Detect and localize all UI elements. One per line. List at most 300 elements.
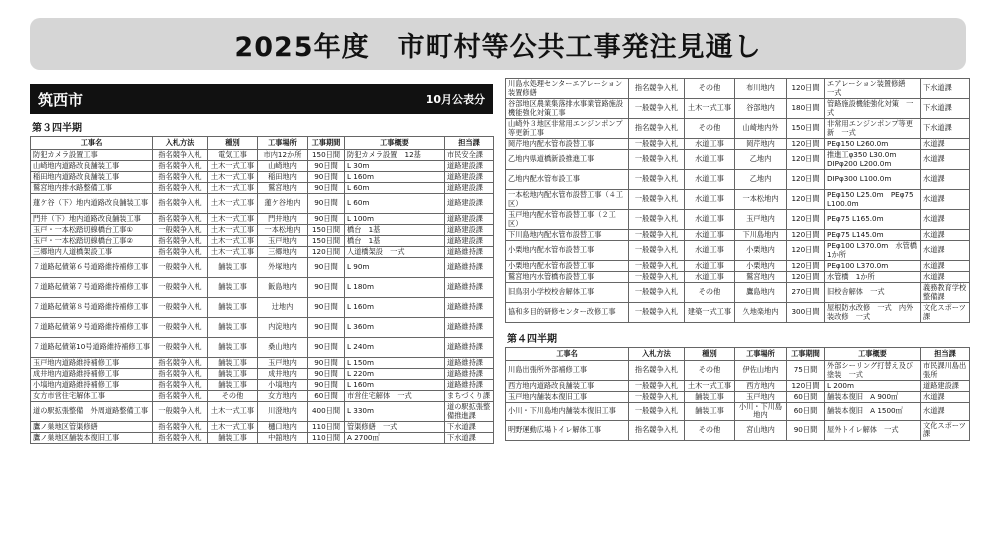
cell-location: 布川地内 <box>735 79 787 99</box>
cell-department: 文化スポーツ課 <box>921 420 970 440</box>
cell-category: 水道工事 <box>685 170 735 190</box>
cell-project-name: ７道路起債第９号道路維持補修工事 <box>31 318 153 338</box>
cell-location: 伊佐山地内 <box>735 361 787 381</box>
cell-location: 中舘地内 <box>258 433 308 444</box>
cell-summary: L 60m <box>345 194 445 214</box>
column-header-location: 工事場所 <box>258 137 308 150</box>
cell-location: 外塚地内 <box>258 258 308 278</box>
cell-department: まちづくり課 <box>445 391 494 402</box>
cell-bid-method: 一般競争入札 <box>629 272 685 283</box>
cell-project-name: 玉戸地内道路維持補修工事 <box>31 358 153 369</box>
cell-department: 下水道課 <box>445 433 494 444</box>
table-row <box>31 391 494 402</box>
cell-bid-method: 一般競争入札 <box>629 230 685 241</box>
table-row <box>31 194 494 214</box>
cell-location: 玉戸地内 <box>735 210 787 230</box>
column-header-summary: 工事概要 <box>345 137 445 150</box>
cell-category: 水道工事 <box>685 272 735 283</box>
q4-header <box>506 348 970 361</box>
column-header-category: 種別 <box>208 137 258 150</box>
cell-category: 土木一式工事 <box>208 183 258 194</box>
cell-project-name: 防犯カメラ設置工事 <box>31 150 153 161</box>
cell-bid-method: 一般競争入札 <box>629 241 685 261</box>
table-row <box>31 298 494 318</box>
cell-summary: PEφ100 L370.0m 水管橋 1か所 <box>825 241 921 261</box>
cell-project-name: 川島水処理センターエアレーション装置修繕 <box>506 79 629 99</box>
cell-department: 道路建設課 <box>445 225 494 236</box>
cell-location: 川澄地内 <box>258 402 308 422</box>
cell-project-name: 鷹ノ巣地区管渠修繕 <box>31 422 153 433</box>
cell-duration: 60日間 <box>787 392 825 403</box>
cell-duration: 110日間 <box>308 422 345 433</box>
cell-summary: PEφ100 L370.0m <box>825 261 921 272</box>
cell-project-name: 玉戸・一本松踏切線橋台工事① <box>31 225 153 236</box>
table-row <box>506 79 970 99</box>
cell-category: 水道工事 <box>685 190 735 210</box>
cell-category: 土木一式工事 <box>208 236 258 247</box>
cell-bid-method: 一般競争入札 <box>629 170 685 190</box>
cell-location: 三郷地内 <box>258 247 308 258</box>
cell-department: 道路維持課 <box>445 318 494 338</box>
cell-location: 桑山地内 <box>258 338 308 358</box>
cell-department: 道路建設課 <box>921 381 970 392</box>
cell-project-name: 鷲宮地内水管橋布設替工事 <box>506 272 629 283</box>
cell-project-name: 女方市営住宅解体工事 <box>31 391 153 402</box>
cell-bid-method: 指名競争入札 <box>629 79 685 99</box>
cell-bid-method: 指名競争入札 <box>153 391 208 402</box>
cell-summary: 舗装本復旧 A 900㎡ <box>825 392 921 403</box>
cell-summary: エアレーション装置修繕 一式 <box>825 79 921 99</box>
cell-category: 舗装工事 <box>208 318 258 338</box>
cell-department: 下水道課 <box>921 79 970 99</box>
cell-project-name: 山崎地内道路改良舗装工事 <box>31 161 153 172</box>
cell-bid-method: 一般競争入札 <box>629 283 685 303</box>
cell-department: 道路建設課 <box>445 236 494 247</box>
cell-category: 土木一式工事 <box>685 381 735 392</box>
cell-project-name: 小川・下川島地内舗装本復旧工事 <box>506 403 629 421</box>
cell-duration: 90日間 <box>787 420 825 440</box>
column-header-duration: 工事期間 <box>787 348 825 361</box>
cell-duration: 120日間 <box>787 261 825 272</box>
cell-category: 水道工事 <box>685 139 735 150</box>
cell-category: 土木一式工事 <box>208 172 258 183</box>
cell-location: 辻地内 <box>258 298 308 318</box>
cell-department: 水道課 <box>921 139 970 150</box>
cell-duration: 120日間 <box>787 139 825 150</box>
table-row <box>31 358 494 369</box>
cell-duration: 120日間 <box>787 381 825 392</box>
q3-left-header <box>31 137 494 150</box>
cell-department: 水道課 <box>921 170 970 190</box>
table-header-row <box>31 137 494 150</box>
q4-table <box>505 347 970 441</box>
cell-duration: 120日間 <box>787 230 825 241</box>
table-row <box>31 278 494 298</box>
cell-bid-method: 一般競争入札 <box>629 261 685 272</box>
cell-duration: 300日間 <box>787 303 825 323</box>
cell-duration: 270日間 <box>787 283 825 303</box>
cell-bid-method: 指名競争入札 <box>153 247 208 258</box>
cell-category: その他 <box>208 391 258 402</box>
cell-summary: L 180m <box>345 278 445 298</box>
cell-category: その他 <box>685 79 735 99</box>
table-row <box>506 170 970 190</box>
cell-category: 舗装工事 <box>685 392 735 403</box>
cell-bid-method: 一般競争入札 <box>629 303 685 323</box>
cell-summary: PEφ75 L145.0m <box>825 230 921 241</box>
cell-location: 樋口地内 <box>258 422 308 433</box>
cell-department: 水道課 <box>921 403 970 421</box>
q3-table-right <box>505 78 970 323</box>
cell-duration: 120日間 <box>787 150 825 170</box>
cell-project-name: 明野運動広場トイレ解体工事 <box>506 420 629 440</box>
cell-summary: PEφ150 L260.0m <box>825 139 921 150</box>
cell-department: 道路建設課 <box>445 172 494 183</box>
cell-category: 土木一式工事 <box>208 161 258 172</box>
cell-project-name: 小栗地内配水管布設替工事 <box>506 241 629 261</box>
cell-bid-method: 一般競争入札 <box>629 139 685 150</box>
cell-bid-method: 一般競争入札 <box>153 338 208 358</box>
cell-summary: L 330m <box>345 402 445 422</box>
cell-category: 土木一式工事 <box>685 99 735 119</box>
cell-bid-method: 指名競争入札 <box>153 172 208 183</box>
cell-location: 西方地内 <box>735 381 787 392</box>
cell-summary: L 360m <box>345 318 445 338</box>
cell-location: 小栗地内 <box>735 261 787 272</box>
cell-project-name: 小塙地内道路維持補修工事 <box>31 380 153 391</box>
cell-duration: 90日間 <box>308 161 345 172</box>
cell-project-name: 乙地内配水管布設工事 <box>506 170 629 190</box>
cell-summary: 非常用エンジンポンプ等更新 一式 <box>825 119 921 139</box>
cell-project-name: 山崎外３地区非常用エンジンポンプ等更新工事 <box>506 119 629 139</box>
cell-project-name: 鷲宮地内排水路整備工事 <box>31 183 153 194</box>
q3-right-body <box>506 79 970 323</box>
table-row <box>506 272 970 283</box>
cell-summary: 橋台 1基 <box>345 236 445 247</box>
cell-location: 内淀地内 <box>258 318 308 338</box>
cell-project-name: 乙地内県道橋新設推進工事 <box>506 150 629 170</box>
table-row <box>506 150 970 170</box>
cell-summary: 管路施設機能強化対策 一式 <box>825 99 921 119</box>
cell-bid-method: 指名競争入札 <box>153 369 208 380</box>
q3-left-body <box>31 150 494 444</box>
cell-project-name: ７道路起債第８号道路維持補修工事 <box>31 298 153 318</box>
cell-duration: 90日間 <box>308 380 345 391</box>
table-row <box>506 403 970 421</box>
cell-location: 一本松地内 <box>735 190 787 210</box>
cell-duration: 90日間 <box>308 194 345 214</box>
announce-label: 10月公表分 <box>425 93 485 106</box>
cell-project-name: ７道路起債第６号道路維持補修工事 <box>31 258 153 278</box>
page-title: 2025年度 市町村等公共工事発注見通し <box>234 31 762 63</box>
cell-department: 水道課 <box>921 230 970 241</box>
cell-bid-method: 指名競争入札 <box>153 358 208 369</box>
cell-duration: 75日間 <box>787 361 825 381</box>
cell-department: 下水道課 <box>921 119 970 139</box>
cell-location: 岡芹地内 <box>735 139 787 150</box>
cell-location: 乙地内 <box>735 150 787 170</box>
cell-category: 舗装工事 <box>208 278 258 298</box>
cell-location: 小栗地内 <box>735 241 787 261</box>
cell-summary: L 150m <box>345 358 445 369</box>
table-row <box>506 241 970 261</box>
cell-department: 道路維持課 <box>445 298 494 318</box>
cell-category: 土木一式工事 <box>208 225 258 236</box>
cell-bid-method: 指名競争入札 <box>153 183 208 194</box>
cell-duration: 60日間 <box>787 403 825 421</box>
cell-bid-method: 一般競争入札 <box>153 402 208 422</box>
cell-duration: 120日間 <box>787 210 825 230</box>
cell-category: その他 <box>685 283 735 303</box>
cell-project-name: 玉戸地内配水管布設替工事（２工区） <box>506 210 629 230</box>
cell-summary: L 160m <box>345 298 445 318</box>
cell-department: 道路建設課 <box>445 183 494 194</box>
left-column <box>30 78 493 444</box>
table-row <box>31 369 494 380</box>
cell-summary: PEφ75 L165.0m <box>825 210 921 230</box>
column-header-category: 種別 <box>685 348 735 361</box>
column-header-summary: 工事概要 <box>825 348 921 361</box>
cell-category: 水道工事 <box>685 230 735 241</box>
cell-project-name: 谷部地区農業集落排水事業管路施設機能強化対策工事 <box>506 99 629 119</box>
cell-duration: 120日間 <box>787 190 825 210</box>
cell-location: 小塙地内 <box>258 380 308 391</box>
cell-project-name: ７道路起債第７号道路維持補修工事 <box>31 278 153 298</box>
column-header-project-name: 工事名 <box>31 137 153 150</box>
table-row <box>506 381 970 392</box>
cell-project-name: 西方地内道路改良舗装工事 <box>506 381 629 392</box>
cell-location: 市内12か所 <box>258 150 308 161</box>
cell-summary: 旧校舎解体 一式 <box>825 283 921 303</box>
cell-bid-method: 指名競争入札 <box>629 361 685 381</box>
table-row <box>506 190 970 210</box>
column-header-location: 工事場所 <box>735 348 787 361</box>
cell-duration: 120日間 <box>787 272 825 283</box>
cell-bid-method: 指名競争入札 <box>153 380 208 391</box>
cell-duration: 90日間 <box>308 278 345 298</box>
cell-summary: 推進工φ350 L30.0m DIPφ200 L200.0m <box>825 150 921 170</box>
column-header-project-name: 工事名 <box>506 348 629 361</box>
table-row <box>31 258 494 278</box>
cell-category: 水道工事 <box>685 210 735 230</box>
cell-department: 下水道課 <box>921 99 970 119</box>
cell-bid-method: 一般競争入札 <box>153 298 208 318</box>
cell-category: 土木一式工事 <box>208 402 258 422</box>
cell-category: 土木一式工事 <box>208 247 258 258</box>
cell-category: 舗装工事 <box>208 358 258 369</box>
cell-department: 道路維持課 <box>445 369 494 380</box>
cell-department: 道路維持課 <box>445 278 494 298</box>
cell-project-name: 稲田地内道路改良舗装工事 <box>31 172 153 183</box>
cell-location: 谷部地内 <box>735 99 787 119</box>
cell-department: 道路維持課 <box>445 338 494 358</box>
table-header-row <box>506 348 970 361</box>
cell-location: 鷹島地内 <box>735 283 787 303</box>
table-row <box>31 247 494 258</box>
cell-summary: 管渠修繕 一式 <box>345 422 445 433</box>
cell-bid-method: 一般競争入札 <box>629 210 685 230</box>
cell-project-name: 成井地内道路維持補修工事 <box>31 369 153 380</box>
cell-duration: 90日間 <box>308 318 345 338</box>
cell-category: 土木一式工事 <box>208 194 258 214</box>
cell-category: 土木一式工事 <box>208 214 258 225</box>
cell-department: 水道課 <box>921 190 970 210</box>
table-row <box>31 236 494 247</box>
cell-location: 乙地内 <box>735 170 787 190</box>
cell-summary: L 240m <box>345 338 445 358</box>
cell-bid-method: 一般競争入札 <box>629 99 685 119</box>
cell-summary: A 2700㎡ <box>345 433 445 444</box>
cell-location: 山崎地内 <box>258 161 308 172</box>
cell-department: 水道課 <box>921 150 970 170</box>
cell-bid-method: 指名競争入札 <box>153 194 208 214</box>
cell-category: 建築一式工事 <box>685 303 735 323</box>
cell-category: 舗装工事 <box>208 433 258 444</box>
cell-project-name: 蓮ケ谷（下）地内道路改良舗装工事 <box>31 194 153 214</box>
cell-location: 宮山地内 <box>735 420 787 440</box>
cell-summary: 屋根防水改修 一式 内外装改修 一式 <box>825 303 921 323</box>
cell-project-name: 玉戸地内舗装本復旧工事 <box>506 392 629 403</box>
cell-bid-method: 一般競争入札 <box>629 403 685 421</box>
cell-category: 舗装工事 <box>208 298 258 318</box>
cell-category: 水道工事 <box>685 150 735 170</box>
cell-summary: 屋外トイレ解体 一式 <box>825 420 921 440</box>
table-row <box>506 392 970 403</box>
cell-location: 女方地内 <box>258 391 308 402</box>
table-row <box>506 261 970 272</box>
cell-bid-method: 一般競争入札 <box>153 258 208 278</box>
cell-duration: 180日間 <box>787 99 825 119</box>
q3-table-left <box>30 136 494 444</box>
cell-duration: 90日間 <box>308 172 345 183</box>
table-row <box>506 283 970 303</box>
table-row <box>506 361 970 381</box>
cell-department: 道路建設課 <box>445 161 494 172</box>
cell-department: 市民課川島出張所 <box>921 361 970 381</box>
table-row <box>31 214 494 225</box>
table-row <box>31 380 494 391</box>
cell-bid-method: 一般競争入札 <box>629 381 685 392</box>
cell-category: 土木一式工事 <box>208 422 258 433</box>
table-row <box>506 210 970 230</box>
cell-project-name: 旧鳥羽小学校校舎解体工事 <box>506 283 629 303</box>
cell-category: 水道工事 <box>685 241 735 261</box>
cell-summary: 水管橋 1か所 <box>825 272 921 283</box>
cell-bid-method: 一般競争入札 <box>629 392 685 403</box>
cell-location: 成井地内 <box>258 369 308 380</box>
cell-project-name: 門井（下）地内道路改良舗装工事 <box>31 214 153 225</box>
cell-duration: 150日間 <box>787 119 825 139</box>
cell-category: 舗装工事 <box>208 338 258 358</box>
cell-department: 道路維持課 <box>445 380 494 391</box>
q4-body <box>506 361 970 441</box>
cell-bid-method: 指名競争入札 <box>153 236 208 247</box>
cell-summary: 外部シーリング打替え及び塗装 一式 <box>825 361 921 381</box>
cell-bid-method: 一般競争入札 <box>153 225 208 236</box>
cell-project-name: 一本松地内配水管布設替工事（４工区） <box>506 190 629 210</box>
cell-summary: 防犯カメラ設置 12基 <box>345 150 445 161</box>
cell-project-name: 小栗地内配水管布設替工事 <box>506 261 629 272</box>
cell-duration: 90日間 <box>308 214 345 225</box>
table-row <box>31 422 494 433</box>
cell-department: 道路建設課 <box>445 214 494 225</box>
cell-summary: L 60m <box>345 183 445 194</box>
cell-duration: 90日間 <box>308 338 345 358</box>
table-row <box>31 161 494 172</box>
cell-duration: 120日間 <box>787 241 825 261</box>
table-row <box>31 402 494 422</box>
cell-location: 久地楽地内 <box>735 303 787 323</box>
cell-category: 舗装工事 <box>208 258 258 278</box>
cell-bid-method: 指名競争入札 <box>153 214 208 225</box>
cell-department: 水道課 <box>921 392 970 403</box>
cell-department: 道路維持課 <box>445 358 494 369</box>
cell-category: 水道工事 <box>685 261 735 272</box>
cell-bid-method: 指名競争入札 <box>153 161 208 172</box>
cell-category: 舗装工事 <box>685 403 735 421</box>
cell-duration: 120日間 <box>308 247 345 258</box>
cell-bid-method: 指名競争入札 <box>629 119 685 139</box>
cell-summary: 人道橋架設 一式 <box>345 247 445 258</box>
cell-bid-method: 指名競争入札 <box>153 422 208 433</box>
cell-duration: 90日間 <box>308 369 345 380</box>
cell-department: 水道課 <box>921 272 970 283</box>
cell-summary: 橋台 1基 <box>345 225 445 236</box>
cell-department: 道路維持課 <box>445 258 494 278</box>
table-row <box>506 99 970 119</box>
cell-location: 飯島地内 <box>258 278 308 298</box>
cell-location: 山崎地内外 <box>735 119 787 139</box>
cell-bid-method: 一般競争入札 <box>153 318 208 338</box>
cell-category: 電気工事 <box>208 150 258 161</box>
cell-location: 玉戸地内 <box>258 358 308 369</box>
cell-location: 稲田地内 <box>258 172 308 183</box>
cell-summary: L 30m <box>345 161 445 172</box>
table-row <box>31 433 494 444</box>
cell-duration: 90日間 <box>308 358 345 369</box>
cell-department: 道の駅拡張整備推進課 <box>445 402 494 422</box>
cell-project-name: 岡芹地内配水管布設替工事 <box>506 139 629 150</box>
cell-summary: L 100m <box>345 214 445 225</box>
cell-project-name: 玉戸・一本松踏切線橋台工事② <box>31 236 153 247</box>
city-name: 筑西市 <box>38 90 84 109</box>
cell-project-name: 道の駅拡張整備 外周道路整備工事 <box>31 402 153 422</box>
cell-location: 下川島地内 <box>735 230 787 241</box>
cell-department: 水道課 <box>921 210 970 230</box>
table-row <box>506 230 970 241</box>
column-header-department: 担当課 <box>445 137 494 150</box>
column-header-duration: 工事期間 <box>308 137 345 150</box>
table-row <box>506 119 970 139</box>
cell-project-name: 川島出張所外部補修工事 <box>506 361 629 381</box>
cell-summary: DIPφ300 L100.0m <box>825 170 921 190</box>
city-header <box>30 84 493 114</box>
cell-location: 鷲宮地内 <box>735 272 787 283</box>
cell-location: 鷲宮地内 <box>258 183 308 194</box>
cell-department: 水道課 <box>921 261 970 272</box>
cell-duration: 400日間 <box>308 402 345 422</box>
cell-department: 水道課 <box>921 241 970 261</box>
table-row <box>31 338 494 358</box>
cell-summary: 舗装本復旧 A 1500㎡ <box>825 403 921 421</box>
cell-summary: L 160m <box>345 380 445 391</box>
table-row <box>31 150 494 161</box>
right-column <box>505 78 969 441</box>
cell-category: 舗装工事 <box>208 380 258 391</box>
cell-bid-method: 指名競争入札 <box>153 150 208 161</box>
cell-location: 門井地内 <box>258 214 308 225</box>
cell-department: 下水道課 <box>445 422 494 433</box>
